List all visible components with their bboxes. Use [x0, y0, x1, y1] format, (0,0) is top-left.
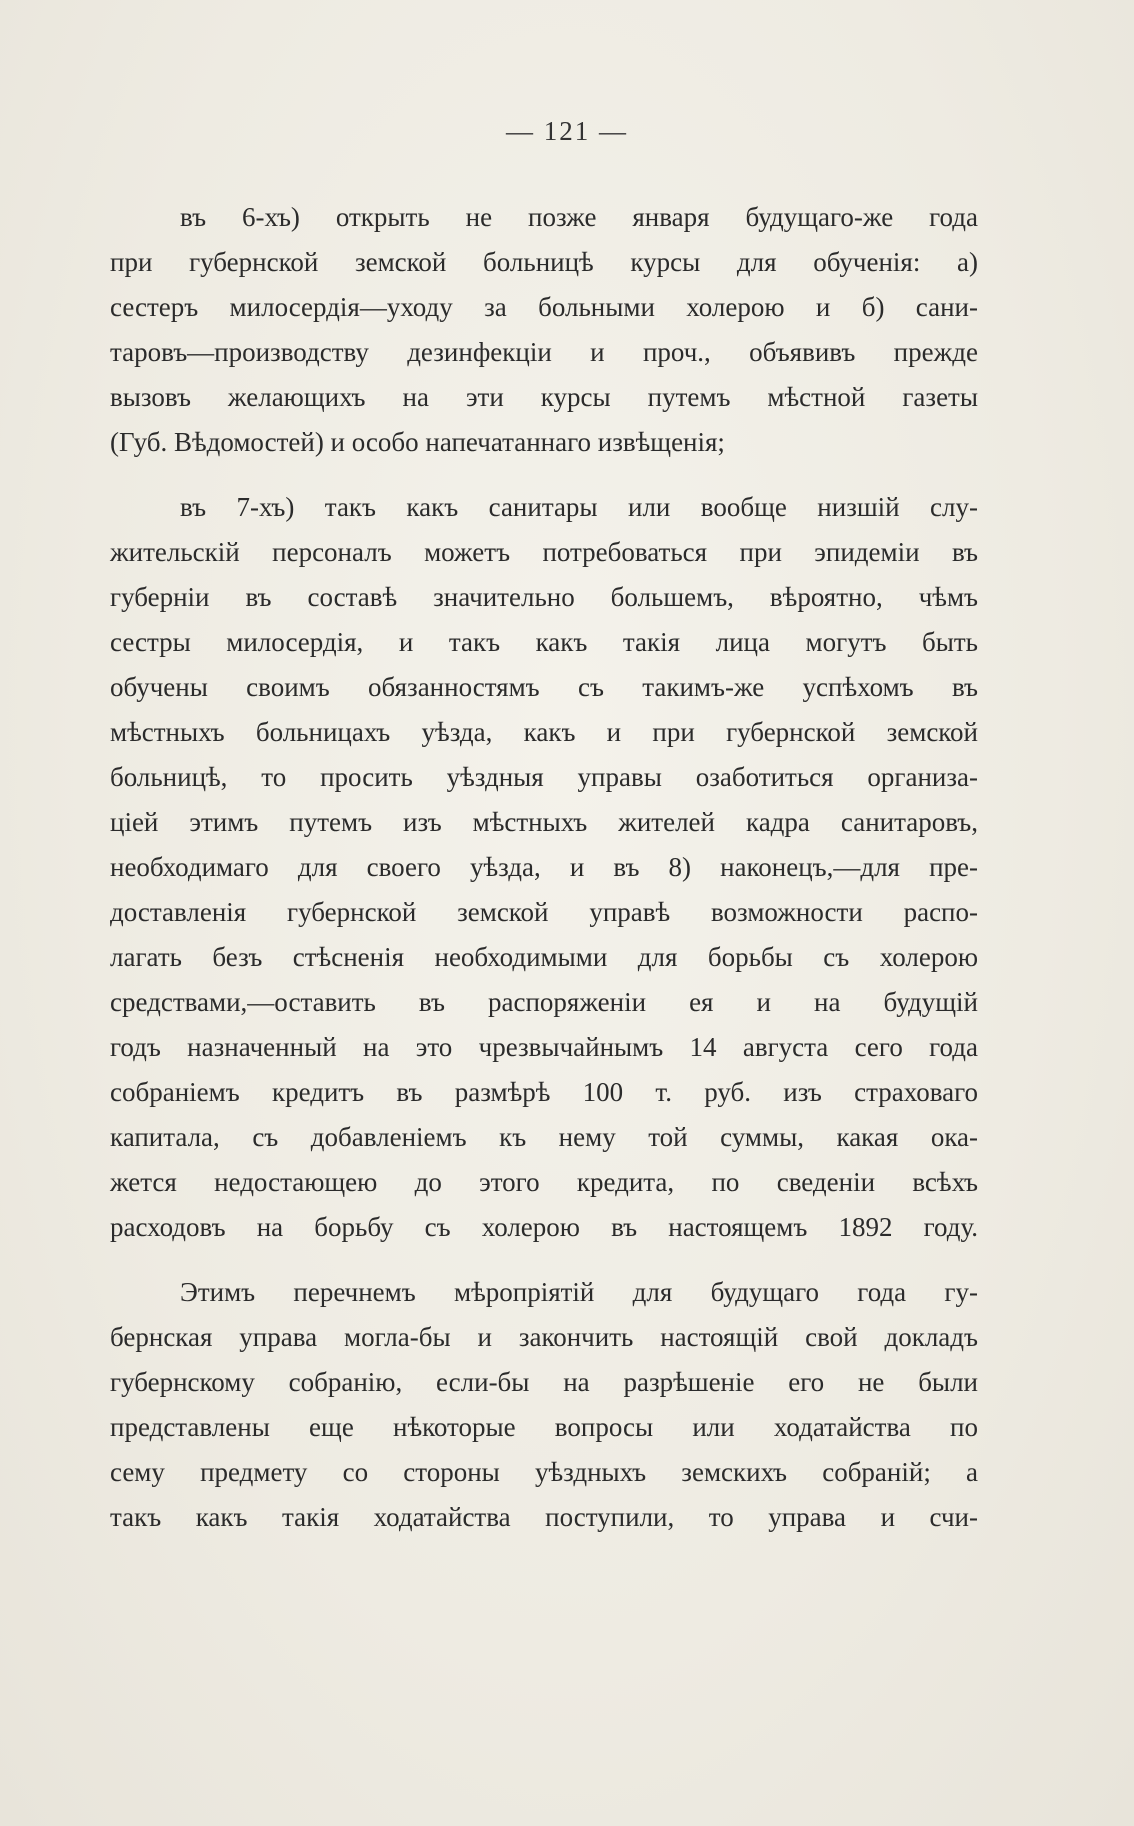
- text-line: Этимъ перечнемъ мѣропріятій для будущаго года гу-: [180, 1277, 978, 1307]
- page-number: — 121 —: [506, 116, 628, 146]
- text-line: губернскому собранію, если-бы на разрѣшеніе его не были: [110, 1367, 978, 1397]
- text-line: доставленія губернской земской управѣ возможности распо-: [110, 897, 978, 927]
- text-line: при губернской земской больницѣ курсы для обученія: а): [110, 247, 978, 277]
- text-line: вызовъ желающихъ на эти курсы путемъ мѣстной газеты: [110, 382, 978, 412]
- paragraph-3: [110, 1270, 978, 1540]
- text-line: такъ какъ такія ходатайства поступили, то управа и счи-: [110, 1502, 978, 1532]
- text-line: годъ назначенный на это чрезвычайнымъ 14 августа сего года: [110, 1032, 978, 1062]
- text-line: (Губ. Вѣдомостей) и особо напечатаннаго извѣщенія;: [110, 427, 725, 457]
- text-line: сестры милосердія, и такъ какъ такія лица могутъ быть: [110, 627, 978, 657]
- text-line: больницѣ, то просить уѣздныя управы озаботиться организа-: [110, 762, 978, 792]
- paragraph-1: [110, 195, 978, 465]
- text-line: жется недостающею до этого кредита, по сведеніи всѣхъ: [110, 1167, 978, 1197]
- text-line: капитала, съ добавленіемъ къ нему той суммы, какая ока-: [110, 1122, 978, 1152]
- text-line: губерніи въ составѣ значительно большемъ, вѣроятно, чѣмъ: [110, 582, 978, 612]
- text-line: таровъ—производству дезинфекціи и проч., объявивъ прежде: [110, 337, 978, 367]
- text-line: собраніемъ кредитъ въ размѣрѣ 100 т. руб. изъ страховаго: [110, 1077, 978, 1107]
- text-line: мѣстныхъ больницахъ уѣзда, какъ и при губернской земской: [110, 717, 978, 747]
- text-line: въ 7-хъ) такъ какъ санитары или вообще низшій слу-: [180, 492, 978, 522]
- text-line: средствами,—оставить въ распоряженіи ея и на будущій: [110, 987, 978, 1017]
- text-line: лагать безъ стѣсненія необходимыми для борьбы съ холерою: [110, 942, 978, 972]
- paragraph-2: [110, 485, 978, 1250]
- text-line: сестеръ милосердія—уходу за больными холерою и б) сани-: [110, 292, 978, 322]
- text-line: ціей этимъ путемъ изъ мѣстныхъ жителей кадра санитаровъ,: [110, 807, 978, 837]
- text-line: сему предмету со стороны уѣздныхъ земскихъ собраній; а: [110, 1457, 978, 1487]
- text-line: жительскій персоналъ можетъ потребоваться при эпидеміи въ: [110, 537, 978, 567]
- text-line: обучены своимъ обязанностямъ съ такимъ-же успѣхомъ въ: [110, 672, 978, 702]
- text-line: представлены еще нѣкоторые вопросы или ходатайства по: [110, 1412, 978, 1442]
- body-text: [110, 195, 978, 1540]
- text-line: необходимаго для своего уѣзда, и въ 8) наконецъ,—для пре-: [110, 852, 978, 882]
- text-line: бернская управа могла-бы и закончить настоящій свой докладъ: [110, 1322, 978, 1352]
- text-line: въ 6-хъ) открыть не позже января будущаго-же года: [180, 202, 978, 232]
- text-line: расходовъ на борьбу съ холерою въ настоящемъ 1892 году.: [110, 1212, 978, 1242]
